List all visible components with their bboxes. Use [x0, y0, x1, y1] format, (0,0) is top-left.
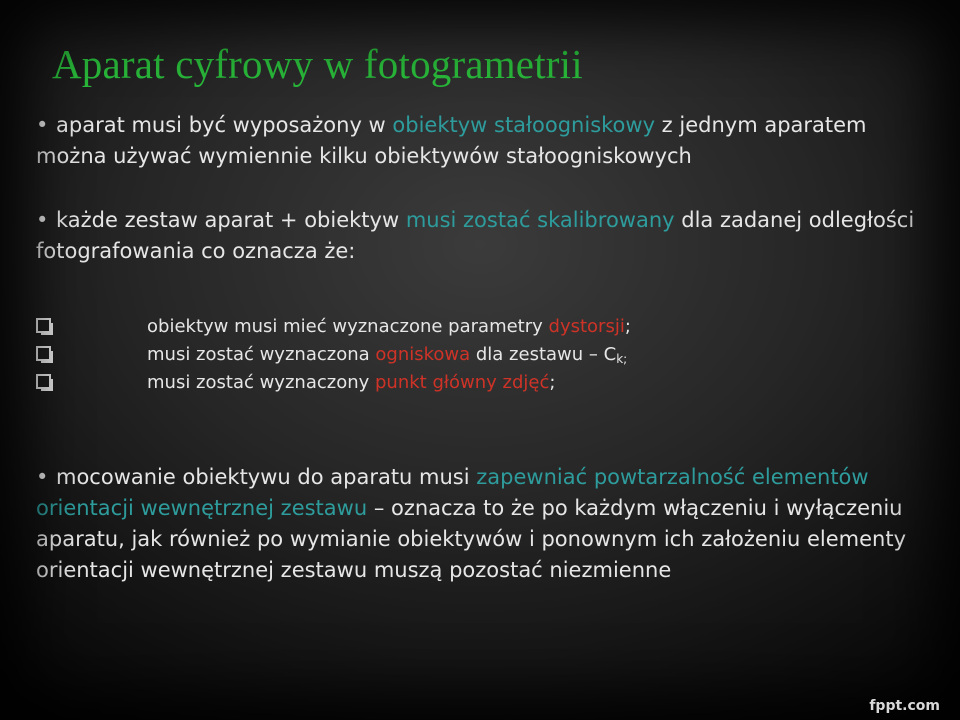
bullet-text: aparat musi być wyposażony w [56, 113, 393, 137]
brand-watermark: fppt.com [869, 698, 940, 714]
bullet-lens [36, 110, 916, 172]
checkbox-icon [36, 318, 51, 333]
bullet-text: mocowanie obiektywu do aparatu musi [56, 465, 477, 489]
checklist-text: dla zestawu – C [470, 344, 617, 365]
checklist-text: musi zostać wyznaczony [147, 372, 375, 393]
bullet-text: dla zadanej odległości fotografowania co oznacza że: [36, 208, 915, 263]
checklist-highlight: ogniskowa [375, 344, 471, 365]
checklist-highlight: punkt główny zdjęć [375, 372, 550, 393]
slide-title: Aparat cyfrowy w fotogrametrii [52, 41, 583, 87]
bullet-highlight: musi zostać skalibrowany [405, 208, 675, 232]
bullet-marker: • [36, 465, 49, 489]
bullet-mounting [36, 462, 916, 586]
bullet-text: z jednym aparatem można używać wymiennie kilku obiektywów stałoogniskowych [36, 113, 867, 168]
bullet-text: każde zestaw aparat + obiektyw [56, 208, 406, 232]
bullet-calibration [36, 205, 916, 267]
checklist-text: obiektyw musi mieć wyznaczone parametry [147, 316, 549, 337]
checkbox-icon [36, 346, 51, 361]
bullet-highlight: zapewniać powtarzalność elementów orientacji wewnętrznej zestawu [36, 465, 869, 520]
bullet-highlight: obiektyw stałoogniskowy [392, 113, 655, 137]
checklist-highlight: dystorsji [548, 316, 625, 337]
checkbox-icon [36, 374, 51, 389]
bullet-marker: • [36, 113, 49, 137]
checklist-text: musi zostać wyznaczona [147, 344, 376, 365]
checklist-text: ; [549, 372, 556, 393]
checklist-subscript: k; [616, 352, 628, 366]
bullet-text: – oznacza to że po każdym włączeniu i wyłączeniu aparatu, jak również po wymianie obiektywów i ponownym ich założeniu elementy orientacji wewnętrznej zestawu muszą pozostać niezmienne [36, 496, 907, 582]
checklist-text: ; [624, 316, 631, 337]
bullet-marker: • [36, 208, 49, 232]
